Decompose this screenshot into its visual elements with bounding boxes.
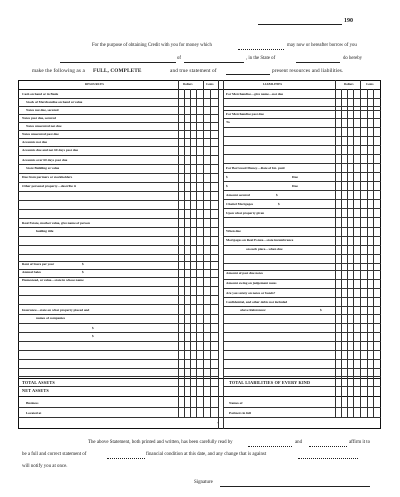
total-liabilities-label: TOTAL LIABILITIES OF EVERY KIND bbox=[229, 380, 311, 385]
resource-row-rule bbox=[18, 130, 178, 131]
liability-dollar-mark: $ bbox=[226, 175, 228, 179]
resource-row-rule bbox=[18, 114, 178, 115]
resource-label: names of companies bbox=[36, 316, 66, 320]
liability-label: Amount owing on judgement notes bbox=[226, 281, 277, 285]
liability-label: Amount secured bbox=[226, 193, 250, 197]
resource-row-rule bbox=[18, 314, 178, 315]
liability-row-rule bbox=[223, 323, 335, 324]
liability-row-rule bbox=[223, 263, 335, 264]
resource-label: Due from partners or stockholders bbox=[22, 175, 73, 179]
liability-row-rule bbox=[223, 217, 335, 218]
liability-row-rule bbox=[223, 118, 335, 119]
located-rule bbox=[18, 417, 381, 418]
resource-row-rule bbox=[18, 155, 178, 156]
located-at-label: Located at bbox=[26, 411, 42, 415]
resource-row-rule bbox=[18, 218, 178, 219]
signer-two-field[interactable] bbox=[309, 446, 347, 447]
net-assets-rule bbox=[18, 396, 381, 397]
liability-row-rule bbox=[223, 181, 335, 182]
resources-dollars-heading: Dollars bbox=[183, 82, 193, 86]
liability-row-rule bbox=[223, 145, 335, 146]
resource-row-rule bbox=[18, 98, 178, 99]
resource-dollar-mark: $ bbox=[92, 334, 94, 338]
signature-field[interactable] bbox=[220, 486, 370, 487]
liability-label: Are you surety on notes or bonds? bbox=[226, 291, 276, 295]
resources-ledger-line bbox=[184, 89, 185, 418]
header-state: , in the State of bbox=[246, 56, 276, 61]
resource-row-rule bbox=[18, 173, 178, 174]
resource-label: Homestead, at value—state in whose name bbox=[22, 278, 84, 282]
liability-label: For Merchandise past due bbox=[226, 112, 264, 116]
liabilities-ledger-line bbox=[373, 89, 374, 418]
liability-row-rule bbox=[223, 359, 335, 360]
resource-row-rule bbox=[18, 245, 178, 246]
resource-label: Cash on hand or in Bank bbox=[22, 92, 59, 96]
liability-label: To bbox=[226, 120, 230, 124]
liability-label: For Merchandise—give name—not due bbox=[226, 92, 284, 96]
liability-label: Mortgages on Real Estate—state incumbrance bbox=[226, 238, 294, 242]
names-of-label: Names of bbox=[229, 401, 243, 405]
total-liabilities-rule bbox=[223, 386, 381, 387]
liability-row-rule bbox=[223, 245, 335, 246]
total-assets-rule bbox=[18, 386, 218, 387]
liability-label: Confidential, and other debts not included bbox=[226, 300, 288, 304]
liability-row-rule bbox=[223, 190, 335, 191]
resources-dollars-divider bbox=[178, 80, 179, 418]
resource-label: Notes unsecured not due bbox=[26, 124, 62, 128]
footer-line3: will notify you at once. bbox=[22, 464, 68, 469]
liability-row-rule bbox=[223, 208, 335, 209]
footer-line2-start: be a full and correct statement of bbox=[22, 452, 87, 457]
resource-label: Insurance—state on what property placed and bbox=[22, 308, 90, 312]
resource-row-rule bbox=[18, 254, 178, 255]
totals-top-rule bbox=[18, 378, 381, 379]
resource-label: Store Building at value bbox=[26, 166, 60, 170]
liability-row-rule bbox=[223, 368, 335, 369]
resources-heading: RESOURCES bbox=[85, 82, 104, 86]
bottom-mark: + bbox=[217, 421, 219, 425]
liability-row-rule bbox=[223, 106, 335, 107]
resources-ledger-line bbox=[196, 89, 197, 418]
resource-label: Notes past due, secured bbox=[22, 116, 56, 120]
liability-label: on each piece—when due bbox=[246, 247, 283, 251]
liabilities-dollars-divider bbox=[335, 80, 336, 418]
liability-label: Chattel Mortgages bbox=[226, 202, 254, 206]
center-divider bbox=[223, 80, 224, 429]
resource-row-rule bbox=[18, 164, 178, 165]
state-field[interactable] bbox=[296, 62, 340, 63]
liability-row-rule bbox=[223, 314, 335, 315]
business-label: Business bbox=[26, 401, 39, 405]
resource-row-rule bbox=[18, 269, 178, 270]
liabilities-heading: LIABILITIES bbox=[263, 82, 283, 86]
liability-label: Amount of past due notes bbox=[226, 271, 263, 275]
footer-and: and bbox=[295, 440, 303, 445]
resource-row-rule bbox=[18, 376, 178, 377]
resource-row-rule bbox=[18, 209, 178, 210]
header-line1: For the purpose of obtaining Credit with you for money which bbox=[92, 43, 212, 48]
liabilities-ledger-line bbox=[367, 89, 368, 418]
resources-ledger-line bbox=[210, 89, 211, 418]
resource-row-rule bbox=[18, 350, 178, 351]
resource-dollar-mark: $ bbox=[92, 326, 94, 330]
liability-row-rule bbox=[223, 376, 335, 377]
footer-line2-mid: financial condition at this date, and any change that is against bbox=[146, 452, 267, 457]
business-rule bbox=[18, 407, 218, 408]
resource-label: Real Estate, market value, give name of person bbox=[22, 221, 90, 225]
liability-row-rule bbox=[223, 127, 335, 128]
resource-row-rule bbox=[18, 106, 178, 107]
liability-row-rule bbox=[223, 350, 335, 351]
liabilities-ledger-line bbox=[341, 89, 342, 418]
party-against-field[interactable] bbox=[298, 458, 358, 459]
resource-row-rule bbox=[18, 200, 178, 201]
partners-label: Partners in full bbox=[229, 411, 252, 415]
applicant-name-field[interactable] bbox=[60, 62, 176, 63]
liability-row-rule bbox=[223, 172, 335, 173]
resource-label: Stock of Merchandise on hand at value bbox=[26, 100, 83, 104]
resource-dollar-mark: $ bbox=[82, 262, 84, 266]
liability-row-rule bbox=[223, 236, 335, 237]
resource-label: Accounts not due bbox=[22, 140, 48, 144]
resource-label: Other personal property—describe it bbox=[22, 184, 76, 188]
resource-row-rule bbox=[18, 341, 178, 342]
liability-label: When due bbox=[226, 229, 241, 233]
liability-row-rule bbox=[223, 136, 335, 137]
liability-dollar-mark: $ bbox=[320, 308, 322, 312]
resource-row-rule bbox=[18, 304, 178, 305]
header-do-hereby: do hereby bbox=[343, 56, 363, 61]
footer-line1: The above Statement, both printed and written, has been carefully read by bbox=[88, 440, 233, 445]
resource-row-rule bbox=[18, 182, 178, 183]
location-field[interactable] bbox=[184, 62, 244, 63]
liability-row-rule bbox=[223, 297, 335, 298]
signer-one-field[interactable] bbox=[248, 446, 292, 447]
liability-label: For Borrowed Money—Rate of Int. paid bbox=[226, 166, 285, 170]
resource-row-rule bbox=[18, 323, 178, 324]
header-full-complete: FULL, COMPLETE bbox=[93, 68, 142, 74]
resource-row-rule bbox=[18, 236, 178, 237]
date-line[interactable] bbox=[258, 24, 342, 25]
liability-row-rule bbox=[223, 254, 335, 255]
liability-row-rule bbox=[223, 110, 335, 111]
resource-label: Accounts due and not 60 days past due bbox=[22, 148, 79, 152]
resource-label: Notes not due, secured bbox=[26, 108, 59, 112]
liability-row-rule bbox=[223, 332, 335, 333]
liability-dollar-mark: $ bbox=[278, 202, 280, 206]
resource-row-rule bbox=[18, 295, 178, 296]
liabilities-cents-divider bbox=[360, 80, 361, 418]
liability-row-rule bbox=[223, 163, 335, 164]
header-line1-end: may now or hereafter borrow of you bbox=[287, 43, 357, 48]
liabilities-cents-heading: Cents bbox=[366, 82, 374, 86]
header-line3-mid: and true statement of bbox=[170, 68, 217, 74]
header-line3-start: make the following as a bbox=[32, 68, 85, 74]
resource-label: Rent of Store per year bbox=[22, 262, 55, 266]
resource-row-rule bbox=[18, 122, 178, 123]
resource-label: Notes unsecured past due bbox=[22, 132, 59, 136]
resource-row-rule bbox=[18, 368, 178, 369]
resource-row-rule bbox=[18, 138, 178, 139]
lender-name-field[interactable] bbox=[238, 49, 284, 50]
resources-cents-heading: Cents bbox=[206, 82, 214, 86]
net-assets-label: NET ASSETS bbox=[22, 388, 49, 393]
party-field[interactable] bbox=[226, 74, 270, 75]
liability-dollar-mark: $ bbox=[276, 193, 278, 197]
resource-row-rule bbox=[18, 359, 178, 360]
liability-label: Due bbox=[292, 175, 298, 179]
liability-row-rule bbox=[223, 341, 335, 342]
liability-row-rule bbox=[223, 279, 335, 280]
resources-ledger-line bbox=[190, 89, 191, 418]
liability-row-rule bbox=[223, 288, 335, 289]
resource-row-rule bbox=[18, 146, 178, 147]
resource-row-rule bbox=[18, 332, 178, 333]
total-assets-label: TOTAL ASSETS bbox=[22, 380, 55, 385]
year-suffix: 190 bbox=[344, 18, 353, 24]
liability-row-rule bbox=[223, 306, 335, 307]
liability-row-rule bbox=[223, 199, 335, 200]
resource-row-rule bbox=[18, 286, 178, 287]
center-divider bbox=[218, 80, 219, 429]
signature-label: Signature bbox=[194, 480, 213, 485]
footer-affirm: affirm it to bbox=[349, 440, 371, 445]
resource-dollar-mark: $ bbox=[82, 270, 84, 274]
resource-row-rule bbox=[18, 227, 178, 228]
resource-label: Accounts over 60 days past due bbox=[22, 158, 68, 162]
header-of: of bbox=[177, 56, 181, 61]
party-financial-field[interactable] bbox=[107, 458, 145, 459]
liability-row-rule bbox=[223, 98, 335, 99]
resource-label: Annual Sales bbox=[22, 270, 41, 274]
resource-row-rule bbox=[18, 191, 178, 192]
header-line3-end: present resources and liabilities. bbox=[272, 68, 344, 74]
liability-dollar-mark: $ bbox=[226, 184, 228, 188]
liabilities-ledger-line bbox=[347, 89, 348, 418]
liability-label: above References: bbox=[240, 308, 267, 312]
names-rule bbox=[223, 407, 381, 408]
liability-row-rule bbox=[223, 154, 335, 155]
liability-label: Due bbox=[292, 184, 298, 188]
table-header-rule bbox=[18, 89, 381, 90]
liabilities-ledger-line bbox=[353, 89, 354, 418]
resources-cents-divider bbox=[203, 80, 204, 418]
liability-row-rule bbox=[223, 227, 335, 228]
resource-label: holding title bbox=[36, 229, 54, 233]
liabilities-dollars-heading: Dollars bbox=[344, 82, 354, 86]
liability-label: Upon what property given bbox=[226, 211, 265, 215]
